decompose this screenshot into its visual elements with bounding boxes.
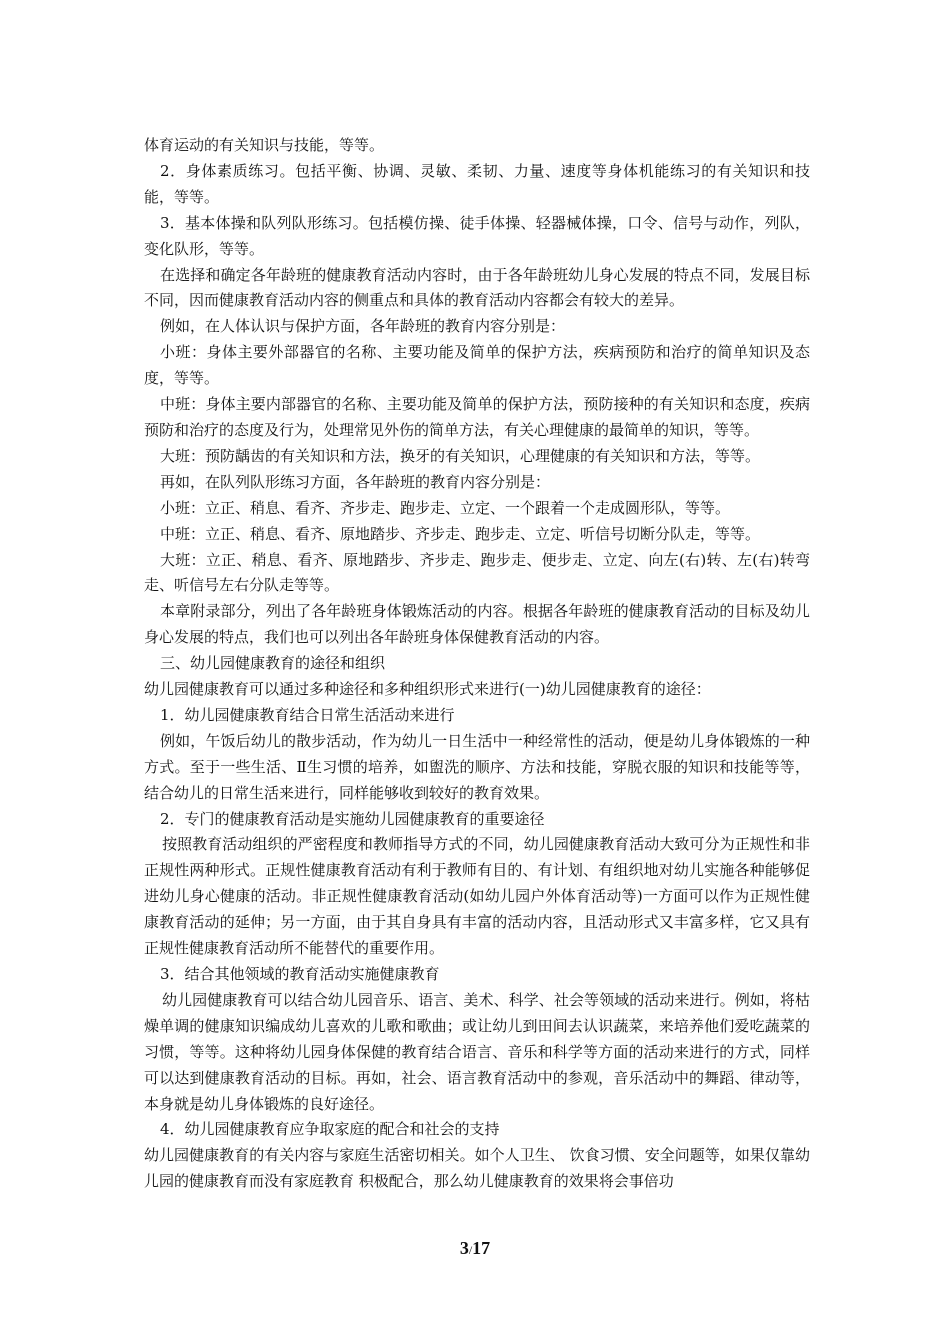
paragraph: 4．幼儿园健康教育应争取家庭的配合和社会的支持	[160, 1120, 500, 1139]
paragraph: 大班：预防龋齿的有关知识和方法，换牙的有关知识，心理健康的有关知识和方法，等等。	[160, 446, 761, 465]
paragraph: 例如，午饭后幼儿的散步活动，作为幼儿一日生活中一种经常性的活动，便是幼儿身体锻炼的一种方式。至于一些生活、Ⅱ生习惯的培养，如盥洗的顺序、方法和技能，穿脱衣服的知识和技能等等，结合幼儿的日常生活来进行，同样能够收到较好的教育效果。	[144, 731, 810, 802]
page-separator: /	[468, 1243, 473, 1257]
paragraph: 2．专门的健康教育活动是实施幼儿园健康教育的重要途径	[160, 809, 545, 828]
paragraph: 幼儿园健康教育可以结合幼儿园音乐、语言、美术、科学、社会等领域的活动来进行。例如，将枯燥单调的健康知识编成幼儿喜欢的儿歌和歌曲；或让幼儿到田间去认识蔬菜，来培养他们爱吃蔬菜的习惯，等等。这种将幼儿园身体保健的教育结合语言、音乐和科学等方面的活动来进行的方式，同样可以达到健康教育活动的目标。再如，社会、语言教育活动中的参观，音乐活动中的舞蹈、律动等，本身就是幼儿身体锻炼的良好途径。	[144, 990, 810, 1113]
page-current: 3	[459, 1238, 469, 1258]
page-total: 17	[472, 1238, 491, 1258]
paragraph: 体育运动的有关知识与技能，等等。	[144, 136, 385, 154]
paragraph: 1．幼儿园健康教育结合日常生活活动来进行	[160, 705, 455, 724]
paragraph: 幼儿园健康教育的有关内容与家庭生活密切相关。如个人卫生、 饮食习惯、安全问题等，如果仅靠幼儿园的健康教育而没有家庭教育 积极配合，那么幼儿健康教育的效果将会事倍功	[144, 1146, 810, 1191]
paragraph: 再如，在队列队形练习方面，各年龄班的教育内容分别是：	[160, 472, 551, 491]
document-body	[144, 133, 810, 1195]
paragraph: 在选择和确定各年龄班的健康教育活动内容时，由于各年龄班幼儿身心发展的特点不同，发展目标不同，因而健康教育活动内容的侧重点和具体的教育活动内容都会有较大的差异。	[144, 265, 810, 310]
page-number	[0, 1238, 950, 1259]
paragraph: 中班：身体主要内部器官的名称、主要功能及简单的保护方法，预防接种的有关知识和态度，疾病预防和治疗的态度及行为，处理常见外伤的简单方法，有关心理健康的最简单的知识，等等。	[144, 395, 810, 439]
paragraph: 小班：立正、稍息、看齐、齐步走、跑步走、立定、一个跟着一个走成圆形队，等等。	[160, 498, 731, 517]
paragraph: 2．身体素质练习。包括平衡、协调、灵敏、柔韧、力量、速度等身体机能练习的有关知识和技能，等等。	[144, 161, 810, 206]
paragraph: 例如，在人体认识与保护方面，各年龄班的教育内容分别是：	[160, 317, 566, 336]
paragraph: 按照教育活动组织的严密程度和教师指导方式的不同，幼儿园健康教育活动大致可分为正规性和非正规性两种形式。正规性健康教育活动有利于教师有目的、有计划、有组织地对幼儿实施各种能够促进幼儿身心健康的活动。非正规性健康教育活动(如幼儿园户外体育活动等)一方面可以作为正规性健康教育活动的延伸；另一方面，由于其自身具有丰富的活动内容，且活动形式又丰富多样，它又具有正规性健康教育活动所不能替代的重要作用。	[144, 835, 810, 958]
paragraph: 本章附录部分，列出了各年龄班身体锻炼活动的内容。根据各年龄班的健康教育活动的目标及幼儿身心发展的特点，我们也可以列出各年龄班身体保健教育活动的内容。	[144, 602, 810, 647]
paragraph: 中班：立正、稍息、看齐、原地踏步、齐步走、跑步走、立定、听信号切断分队走，等等。	[160, 524, 761, 543]
paragraph: 3．基本体操和队列队形练习。包括模仿操、徒手体操、轻器械体操，口令、信号与动作，列队，变化队形，等等。	[144, 213, 810, 258]
paragraph: 小班：身体主要外部器官的名称、主要功能及简单的保护方法，疾病预防和治疗的简单知识及态度，等等。	[144, 343, 810, 388]
paragraph: 三、幼儿园健康教育的途径和组织	[160, 654, 386, 673]
paragraph: 大班：立正、稍息、看齐、原地踏步、齐步走、跑步走、便步走、立定、向左(右)转、左(右)转弯走、听信号左右分队走等等。	[144, 550, 810, 595]
paragraph: 幼儿园健康教育可以通过多种途径和多种组织形式来进行(一)幼儿园健康教育的途径：	[144, 680, 711, 699]
paragraph: 3．结合其他领域的教育活动实施健康教育	[160, 965, 440, 983]
